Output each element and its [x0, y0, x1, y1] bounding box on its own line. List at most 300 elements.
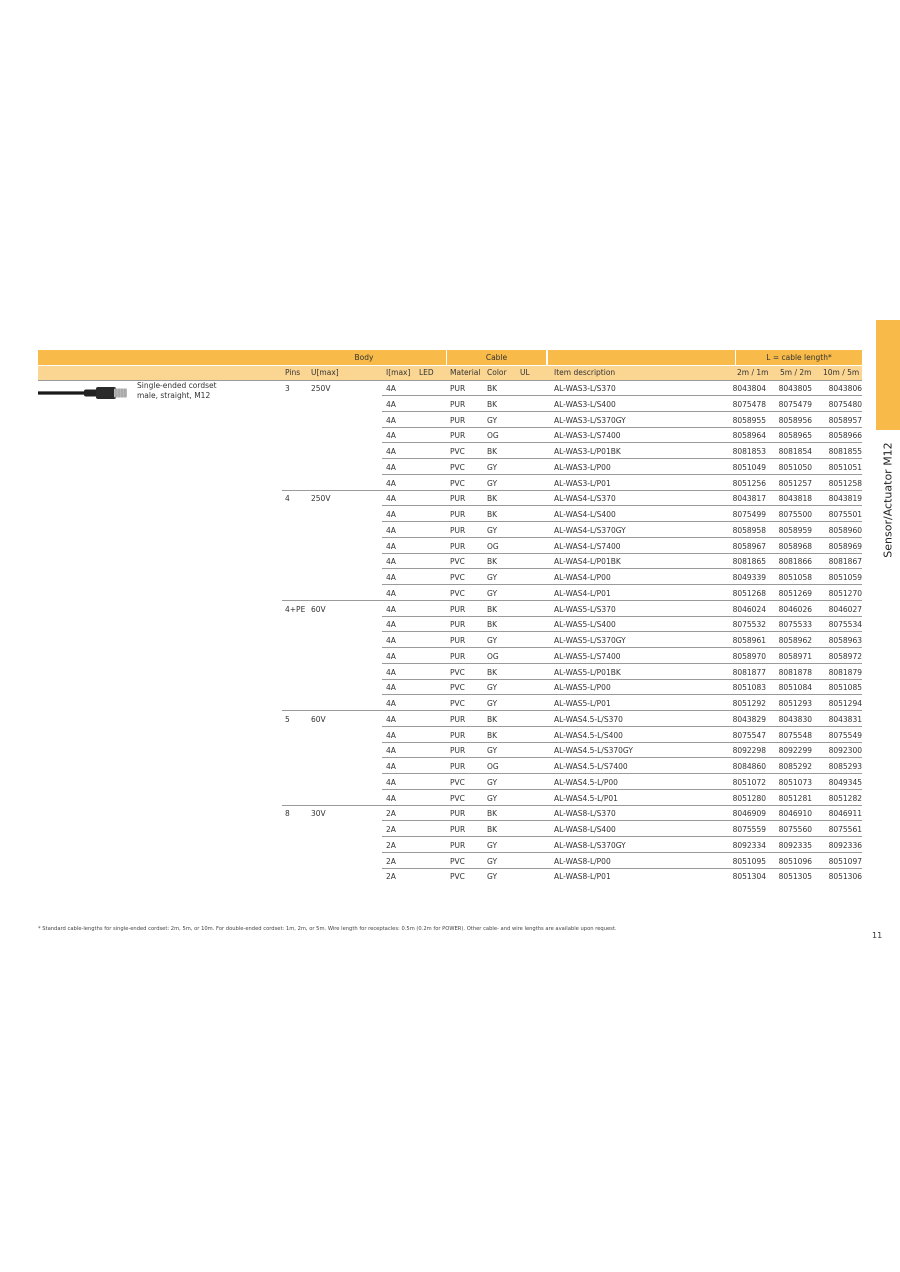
cell-length-1: 8058961 — [732, 636, 766, 645]
cell-color: BK — [487, 510, 498, 519]
cell-imax: 4A — [386, 683, 396, 693]
row-divider — [382, 427, 862, 428]
cell-item-description: AL-WAS4.5-L/S370GY — [554, 746, 633, 756]
cell-umax: 60V — [311, 714, 326, 724]
cell-length-1: 8058955 — [732, 415, 766, 425]
row-divider — [382, 568, 862, 569]
cell-color: OG — [487, 651, 499, 661]
cell-item-description: AL-WAS8-L/S370 — [554, 809, 616, 819]
cell-length-1: 8058970 — [732, 651, 766, 661]
cell-pins: 4 — [285, 494, 290, 504]
cell-color: GY — [487, 462, 498, 472]
cell-imax: 4A — [386, 746, 396, 756]
cell-material: PUR — [450, 651, 466, 661]
cell-length-3: 8051059 — [828, 573, 862, 582]
cell-length-1: 8075547 — [732, 730, 766, 740]
col-color: Color — [487, 368, 507, 377]
cell-length-2: 8075548 — [778, 730, 812, 740]
cell-item-description: AL-WAS3-L/S370GY — [554, 415, 626, 425]
cell-material: PUR — [450, 525, 466, 535]
cell-imax: 4A — [386, 557, 396, 567]
row-divider — [382, 757, 862, 758]
product-desc-line1: Single-ended cordset — [137, 381, 217, 390]
cell-item-description: AL-WAS5-L/P01 — [554, 699, 611, 708]
cell-length-2: 8058965 — [778, 431, 812, 441]
cell-imax: 4A — [386, 604, 396, 614]
table-row — [0, 460, 862, 475]
cell-length-3: 8058963 — [828, 636, 862, 645]
cell-length-2: 8051281 — [778, 793, 812, 803]
cell-length-1: 8051304 — [732, 872, 766, 882]
cell-color: BK — [487, 447, 498, 456]
row-divider — [382, 505, 862, 506]
cell-color: GY — [487, 793, 498, 803]
cell-imax: 4A — [386, 462, 396, 472]
table-row — [0, 649, 862, 664]
cell-material: PVC — [450, 683, 465, 693]
row-divider — [382, 852, 862, 853]
row-divider — [282, 710, 862, 711]
cell-item-description: AL-WAS4.5-L/S370 — [554, 714, 623, 724]
cell-length-1: 8075478 — [732, 399, 766, 409]
cell-material: PVC — [450, 793, 465, 803]
table-row — [0, 554, 862, 569]
cell-length-2: 8081854 — [778, 447, 812, 456]
col-len-3: 10m / 5m — [823, 368, 860, 377]
cell-length-3: 8085293 — [828, 762, 862, 771]
cell-imax: 4A — [386, 431, 396, 441]
cell-material: PUR — [450, 415, 466, 425]
cell-length-3: 8075534 — [828, 620, 862, 630]
row-divider — [382, 820, 862, 821]
cell-color: GY — [487, 415, 498, 425]
cell-item-description: AL-WAS4.5-L/S7400 — [554, 762, 628, 771]
col-item: Item description — [554, 368, 616, 377]
cell-imax: 4A — [386, 494, 396, 504]
cell-item-description: AL-WAS8-L/P01 — [554, 872, 611, 882]
cell-length-1: 8092334 — [732, 840, 766, 850]
cell-length-1: 8051280 — [732, 793, 766, 803]
row-divider — [382, 694, 862, 695]
footnote: * Standard cable-lengths for single-ended cordset: 2m, 5m, or 10m. For double-ended cordset: 1m, 2m, or 5m. Wire length for receptacles: 0.5m (0.2m for POWER). Other cable- and wire lengths are available upon request. — [38, 926, 617, 932]
cell-length-3: 8051282 — [828, 793, 862, 803]
cell-length-3: 8092300 — [828, 746, 862, 756]
cell-item-description: AL-WAS3-L/S400 — [554, 399, 616, 409]
row-divider — [382, 836, 862, 837]
cell-color: GY — [487, 525, 498, 535]
cell-material: PUR — [450, 541, 466, 551]
row-divider — [382, 647, 862, 648]
cell-imax: 4A — [386, 699, 396, 708]
cell-length-2: 8058971 — [778, 651, 812, 661]
cell-imax: 4A — [386, 588, 396, 598]
cell-color: GY — [487, 588, 498, 598]
cell-length-2: 8075479 — [778, 399, 812, 409]
table-row — [0, 491, 862, 506]
side-title — [876, 430, 900, 570]
col-umax: U[max] — [311, 368, 339, 377]
cell-length-3: 8043819 — [828, 494, 862, 504]
cell-length-1: 8058964 — [732, 431, 766, 441]
cell-length-3: 8075480 — [828, 399, 862, 409]
col-ul: UL — [520, 368, 530, 377]
table-row — [0, 476, 862, 491]
cell-length-2: 8051257 — [778, 478, 812, 488]
cell-length-2: 8058962 — [778, 636, 812, 645]
cell-color: BK — [487, 557, 498, 567]
cell-length-2: 8051269 — [778, 588, 812, 598]
cell-length-1: 8046909 — [732, 809, 766, 819]
cell-item-description: AL-WAS5-L/S7400 — [554, 651, 621, 661]
cell-umax: 30V — [311, 809, 326, 819]
cell-length-1: 8046024 — [732, 604, 766, 614]
table-row — [0, 759, 862, 774]
cell-length-3: 8051306 — [828, 872, 862, 882]
cell-imax: 4A — [386, 447, 396, 456]
row-divider — [382, 679, 862, 680]
table-row — [0, 680, 862, 695]
cell-item-description: AL-WAS5-L/S400 — [554, 620, 616, 630]
cell-length-2: 8075500 — [778, 510, 812, 519]
cell-color: GY — [487, 840, 498, 850]
cell-item-description: AL-WAS4-L/P01BK — [554, 557, 621, 567]
table-row — [0, 523, 862, 538]
table-row — [0, 428, 862, 443]
table-row — [0, 696, 862, 711]
cell-length-2: 8046910 — [778, 809, 812, 819]
cell-length-1: 8075499 — [732, 510, 766, 519]
cell-material: PUR — [450, 431, 466, 441]
cell-material: PVC — [450, 699, 465, 708]
cell-length-2: 8051096 — [778, 856, 812, 866]
cell-imax: 2A — [386, 809, 396, 819]
cell-material: PUR — [450, 510, 466, 519]
cell-imax: 4A — [386, 714, 396, 724]
cell-color: BK — [487, 714, 498, 724]
cell-length-3: 8081855 — [828, 447, 862, 456]
cell-item-description: AL-WAS3-L/P01 — [554, 478, 611, 488]
row-divider — [382, 584, 862, 585]
cell-color: BK — [487, 620, 498, 630]
row-divider — [382, 663, 862, 664]
cell-item-description: AL-WAS8-L/S400 — [554, 825, 616, 834]
cell-length-3: 8058960 — [828, 525, 862, 535]
row-divider — [382, 726, 862, 727]
cell-length-3: 8049345 — [828, 777, 862, 787]
cell-color: GY — [487, 478, 498, 488]
row-divider — [382, 395, 862, 396]
cell-imax: 4A — [386, 620, 396, 630]
cell-imax: 2A — [386, 872, 396, 882]
table-row — [0, 507, 862, 522]
row-divider — [382, 868, 862, 869]
row-divider — [382, 521, 862, 522]
cell-length-3: 8046911 — [828, 809, 862, 819]
cell-length-2: 8051058 — [778, 573, 812, 582]
item-group-header — [551, 350, 735, 365]
cell-length-1: 8043829 — [732, 714, 766, 724]
cell-color: GY — [487, 573, 498, 582]
col-material: Material — [450, 368, 481, 377]
cell-length-3: 8058969 — [828, 541, 862, 551]
cell-material: PUR — [450, 809, 466, 819]
cell-length-1: 8043817 — [732, 494, 766, 504]
cell-item-description: AL-WAS4-L/S7400 — [554, 541, 621, 551]
cell-length-2: 8051050 — [778, 462, 812, 472]
cell-length-3: 8051085 — [828, 683, 862, 693]
cell-length-1: 8058958 — [732, 525, 766, 535]
cable-group-header: Cable — [447, 350, 546, 365]
cell-material: PVC — [450, 573, 465, 582]
table-row — [0, 665, 862, 680]
cell-length-3: 8043806 — [828, 384, 862, 393]
cell-item-description: AL-WAS4-L/S400 — [554, 510, 616, 519]
table-row — [0, 633, 862, 648]
cell-material: PUR — [450, 636, 466, 645]
cell-length-3: 8051051 — [828, 462, 862, 472]
cell-material: PUR — [450, 384, 466, 393]
cell-material: PVC — [450, 872, 465, 882]
cell-color: BK — [487, 384, 498, 393]
cell-item-description: AL-WAS3-L/P00 — [554, 462, 611, 472]
cell-length-3: 8092336 — [828, 840, 862, 850]
cell-color: GY — [487, 746, 498, 756]
cell-imax: 2A — [386, 825, 396, 834]
cell-color: GY — [487, 683, 498, 693]
row-divider — [382, 553, 862, 554]
cell-item-description: AL-WAS4-L/P01 — [554, 588, 611, 598]
cell-material: PVC — [450, 588, 465, 598]
cell-imax: 4A — [386, 793, 396, 803]
cell-length-1: 8081865 — [732, 557, 766, 567]
cell-length-3: 8075501 — [828, 510, 862, 519]
cell-material: PUR — [450, 604, 466, 614]
cell-item-description: AL-WAS5-L/S370 — [554, 604, 616, 614]
col-led: LED — [419, 368, 434, 377]
cell-item-description: AL-WAS5-L/P00 — [554, 683, 611, 693]
cell-length-2: 8081866 — [778, 557, 812, 567]
cell-length-2: 8051293 — [778, 699, 812, 708]
table-row — [0, 775, 862, 790]
row-divider — [382, 631, 862, 632]
cell-item-description: AL-WAS4-L/S370 — [554, 494, 616, 504]
cell-length-3: 8058972 — [828, 651, 862, 661]
cell-pins: 8 — [285, 809, 290, 819]
cell-color: GY — [487, 856, 498, 866]
cell-item-description: AL-WAS8-L/P00 — [554, 856, 611, 866]
cell-length-3: 8046027 — [828, 604, 862, 614]
cell-imax: 4A — [386, 541, 396, 551]
row-divider — [382, 458, 862, 459]
cell-imax: 4A — [386, 730, 396, 740]
cell-material: PUR — [450, 840, 466, 850]
row-divider — [382, 442, 862, 443]
cell-color: BK — [487, 494, 498, 504]
table-row — [0, 413, 862, 428]
cell-material: PUR — [450, 730, 466, 740]
cell-color: BK — [487, 825, 498, 834]
cell-item-description: AL-WAS4-L/P00 — [554, 573, 611, 582]
cell-material: PUR — [450, 620, 466, 630]
cell-material: PUR — [450, 825, 466, 834]
cell-length-3: 8051097 — [828, 856, 862, 866]
page-number: 11 — [872, 931, 883, 940]
cell-material: PVC — [450, 478, 465, 488]
cell-length-3: 8075561 — [828, 825, 862, 834]
cell-imax: 4A — [386, 384, 396, 393]
cell-length-1: 8075559 — [732, 825, 766, 834]
cell-item-description: AL-WAS5-L/S370GY — [554, 636, 626, 645]
table-row — [0, 539, 862, 554]
cell-imax: 4A — [386, 415, 396, 425]
table-row — [0, 869, 862, 884]
cell-length-1: 8043804 — [732, 384, 766, 393]
cell-material: PVC — [450, 777, 465, 787]
cell-imax: 2A — [386, 856, 396, 866]
cell-length-3: 8058957 — [828, 415, 862, 425]
cell-item-description: AL-WAS4.5-L/P01 — [554, 793, 618, 803]
cell-length-2: 8085292 — [778, 762, 812, 771]
row-divider — [382, 411, 862, 412]
cell-length-1: 8049339 — [732, 573, 766, 582]
cell-material: PVC — [450, 447, 465, 456]
cell-item-description: AL-WAS4.5-L/P00 — [554, 777, 618, 787]
cell-length-1: 8051049 — [732, 462, 766, 472]
cell-item-description: AL-WAS4-L/S370GY — [554, 525, 626, 535]
cell-material: PVC — [450, 462, 465, 472]
cell-length-3: 8081879 — [828, 667, 862, 677]
table-row — [0, 791, 862, 806]
cell-color: OG — [487, 541, 499, 551]
cell-length-1: 8084860 — [732, 762, 766, 771]
cell-color: GY — [487, 872, 498, 882]
row-divider — [282, 600, 862, 601]
table-row — [0, 381, 862, 396]
table-row — [0, 822, 862, 837]
col-pins: Pins — [285, 368, 301, 377]
table-row — [0, 743, 862, 758]
cell-length-3: 8058966 — [828, 431, 862, 441]
cell-color: BK — [487, 809, 498, 819]
cell-material: PUR — [450, 714, 466, 724]
cell-imax: 4A — [386, 777, 396, 787]
cell-material: PUR — [450, 494, 466, 504]
cell-imax: 4A — [386, 510, 396, 519]
cell-pins: 3 — [285, 384, 290, 393]
cell-length-1: 8051083 — [732, 683, 766, 693]
cell-item-description: AL-WAS4.5-L/S400 — [554, 730, 623, 740]
table-column-header — [38, 366, 862, 380]
table-group-header — [38, 350, 862, 365]
cell-umax: 250V — [311, 494, 331, 504]
cell-imax: 4A — [386, 525, 396, 535]
row-divider — [382, 742, 862, 743]
row-divider — [382, 773, 862, 774]
table-row — [0, 617, 862, 632]
cell-color: BK — [487, 399, 498, 409]
cell-length-3: 8051270 — [828, 588, 862, 598]
cell-pins: 5 — [285, 714, 290, 724]
cell-pins: 4+PE — [285, 604, 306, 614]
cell-material: PVC — [450, 557, 465, 567]
table-row — [0, 712, 862, 727]
cell-item-description: AL-WAS8-L/S370GY — [554, 840, 626, 850]
cell-length-1: 8051256 — [732, 478, 766, 488]
cell-length-1: 8092298 — [732, 746, 766, 756]
cell-imax: 4A — [386, 762, 396, 771]
cell-color: GY — [487, 636, 498, 645]
cell-length-2: 8043805 — [778, 384, 812, 393]
col-len-2: 5m / 2m — [780, 368, 812, 377]
cell-umax: 250V — [311, 384, 331, 393]
header-rule — [38, 380, 862, 381]
cell-length-3: 8051294 — [828, 699, 862, 708]
cell-material: PVC — [450, 856, 465, 866]
cell-length-2: 8051073 — [778, 777, 812, 787]
cell-imax: 4A — [386, 651, 396, 661]
cell-color: BK — [487, 667, 498, 677]
table-row — [0, 854, 862, 869]
cell-material: PVC — [450, 667, 465, 677]
cell-length-2: 8081878 — [778, 667, 812, 677]
table-row — [0, 570, 862, 585]
row-divider — [282, 490, 862, 491]
cell-imax: 4A — [386, 573, 396, 582]
table-row — [0, 806, 862, 821]
col-len-1: 2m / 1m — [737, 368, 769, 377]
cell-length-2: 8051084 — [778, 683, 812, 693]
row-divider — [382, 474, 862, 475]
cell-length-2: 8092335 — [778, 840, 812, 850]
cell-length-2: 8043818 — [778, 494, 812, 504]
cell-imax: 4A — [386, 636, 396, 645]
row-divider — [382, 789, 862, 790]
cell-imax: 4A — [386, 399, 396, 409]
length-group-header: L = cable length* — [736, 350, 862, 365]
table-row — [0, 444, 862, 459]
cell-imax: 4A — [386, 478, 396, 488]
cell-length-1: 8058967 — [732, 541, 766, 551]
cell-length-1: 8081877 — [732, 667, 766, 677]
cell-material: PUR — [450, 399, 466, 409]
table-row — [0, 728, 862, 743]
cell-length-3: 8075549 — [828, 730, 862, 740]
cell-imax: 2A — [386, 840, 396, 850]
cell-length-2: 8058959 — [778, 525, 812, 535]
row-divider — [382, 537, 862, 538]
table-row — [0, 602, 862, 617]
cell-item-description: AL-WAS5-L/P01BK — [554, 667, 621, 677]
table-row — [0, 397, 862, 412]
cell-material: PUR — [450, 746, 466, 756]
cell-color: OG — [487, 431, 499, 441]
cell-length-2: 8058968 — [778, 541, 812, 551]
cell-length-1: 8081853 — [732, 447, 766, 456]
cell-item-description: AL-WAS3-L/P01BK — [554, 447, 621, 456]
side-tab — [876, 320, 900, 430]
cell-length-2: 8046026 — [778, 604, 812, 614]
cell-length-3: 8051258 — [828, 478, 862, 488]
cell-material: PUR — [450, 762, 466, 771]
cell-length-2: 8075560 — [778, 825, 812, 834]
body-group-header: Body — [282, 350, 446, 365]
cell-length-1: 8051072 — [732, 777, 766, 787]
cell-length-2: 8058956 — [778, 415, 812, 425]
cell-length-3: 8043831 — [828, 714, 862, 724]
cell-item-description: AL-WAS3-L/S7400 — [554, 431, 621, 441]
cell-length-1: 8075532 — [732, 620, 766, 630]
table-row — [0, 838, 862, 853]
